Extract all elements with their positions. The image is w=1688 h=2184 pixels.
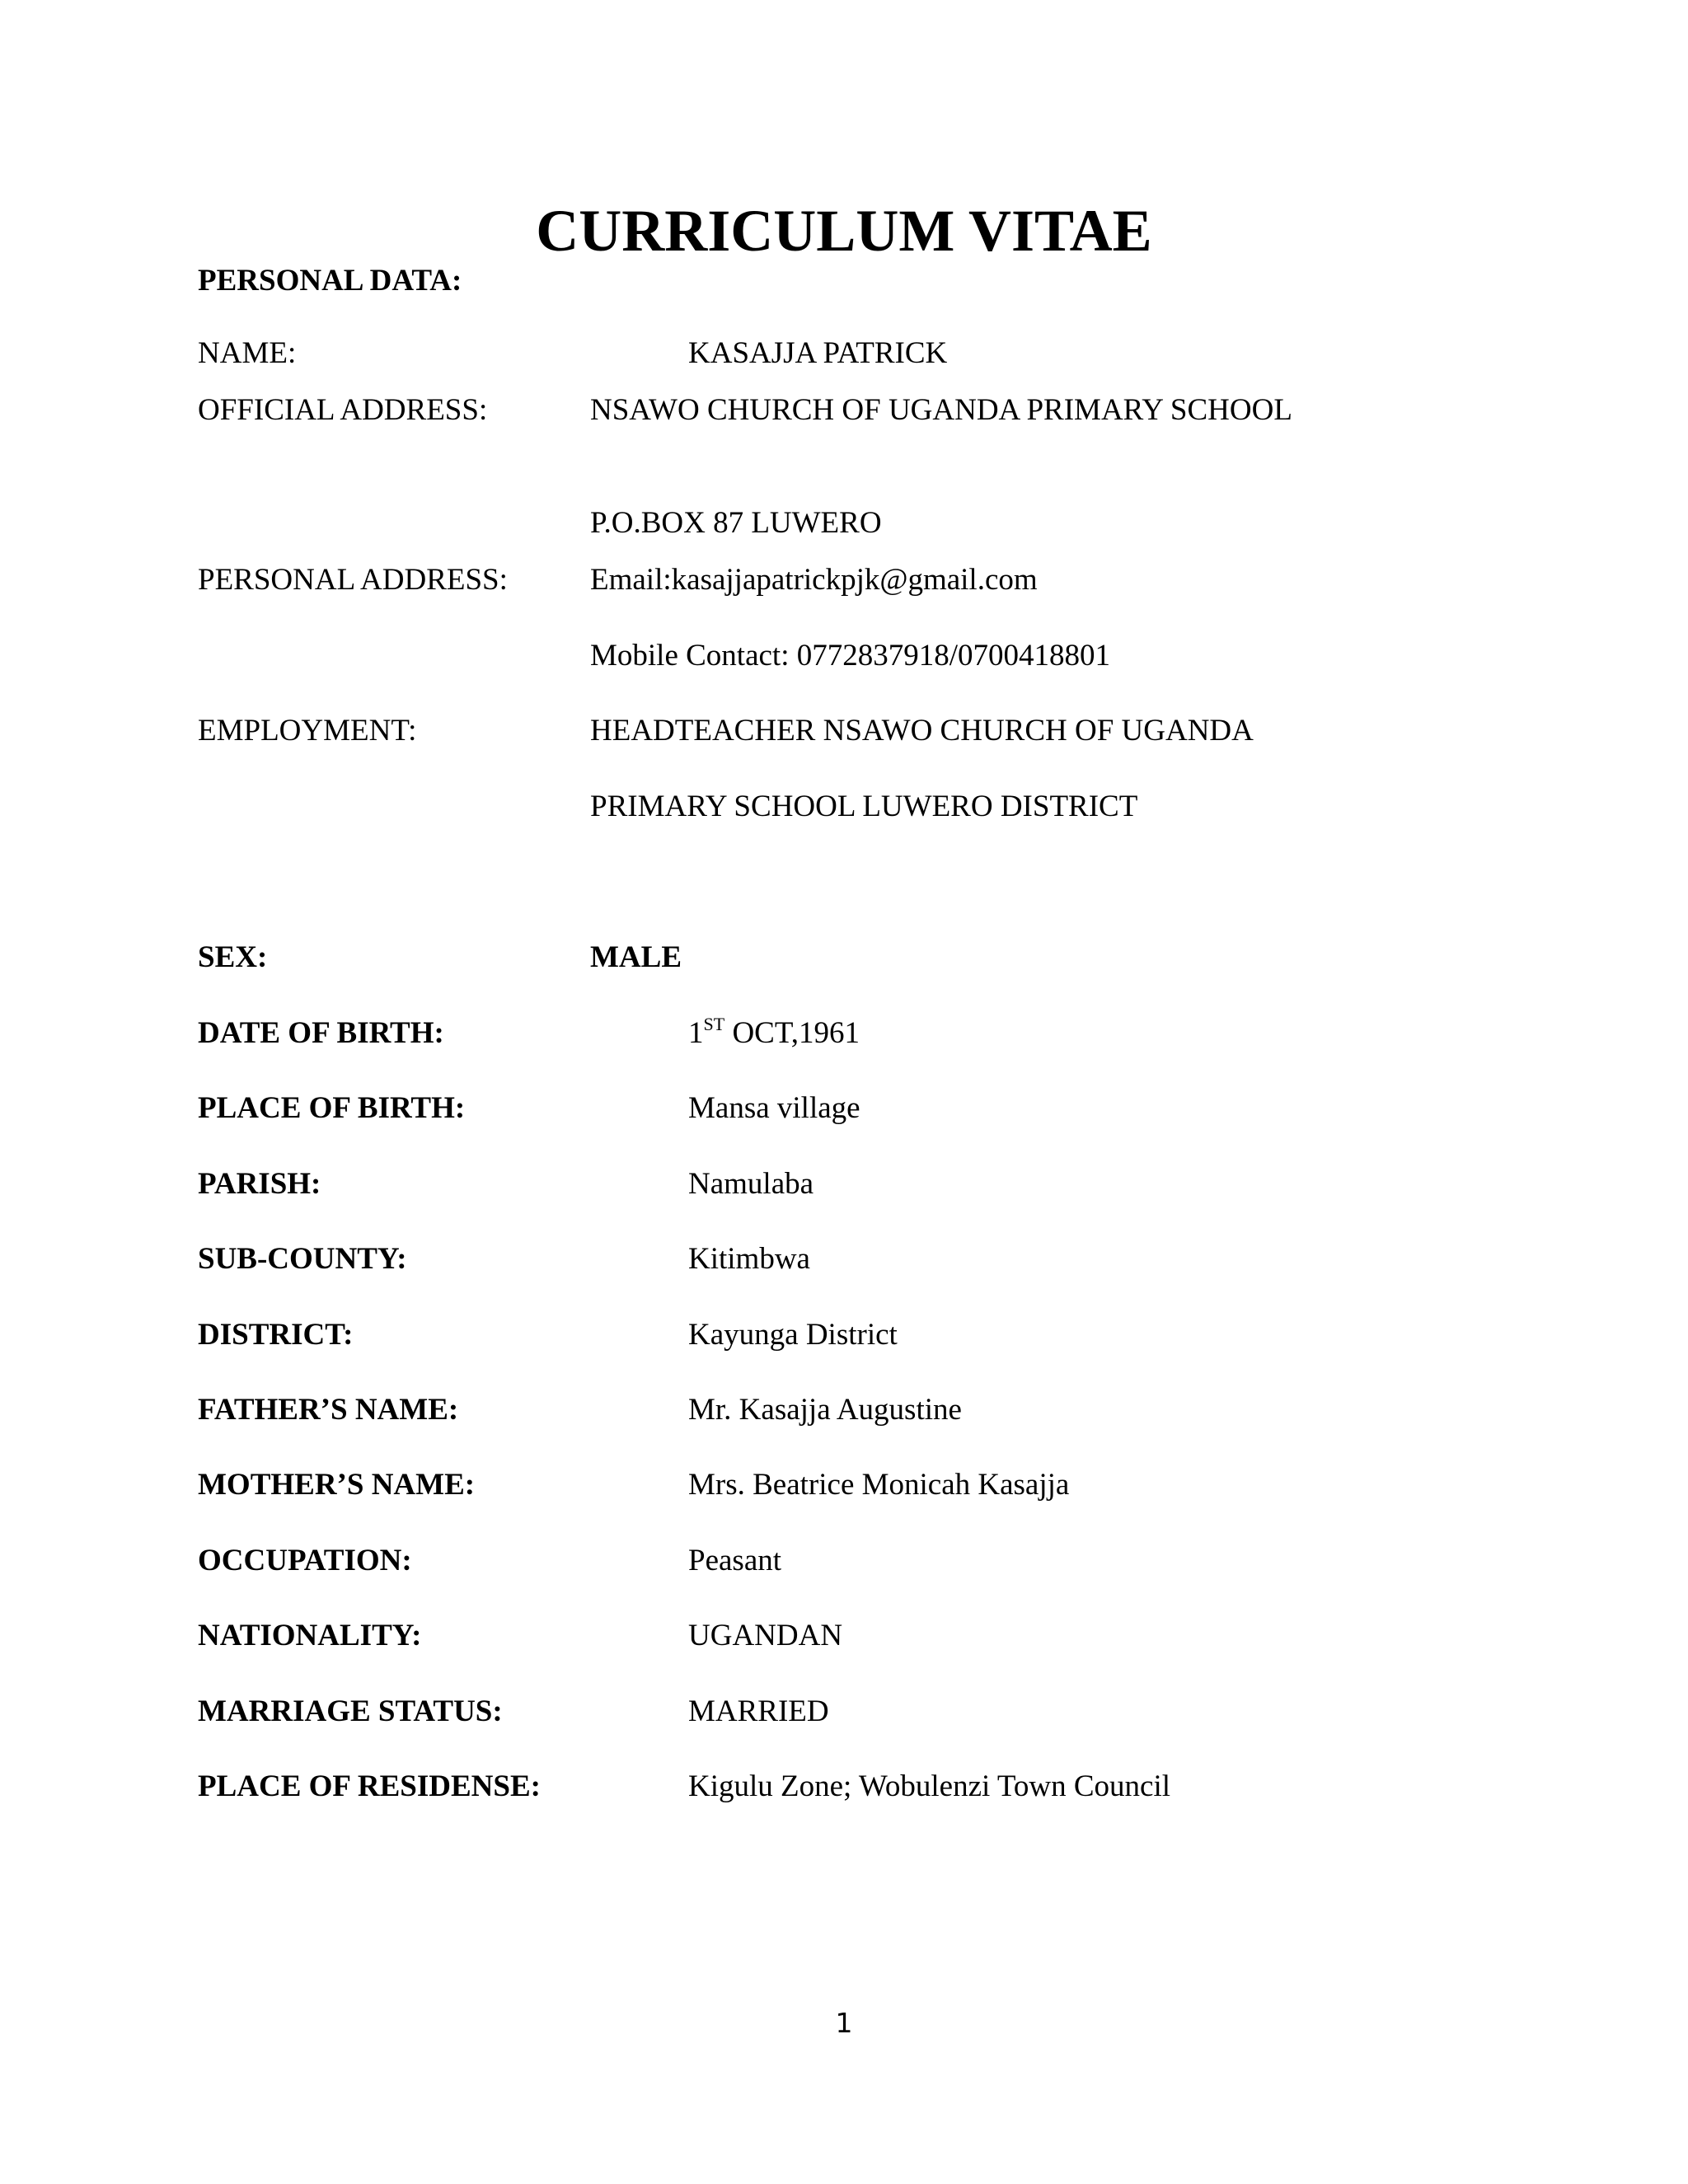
personal-address-email: Email:kasajjapatrickpjk@gmail.com — [590, 563, 1038, 597]
official-address-line1: NSAWO CHURCH OF UGANDA PRIMARY SCHOOL — [590, 393, 1292, 427]
employment-line1: HEADTEACHER NSAWO CHURCH OF UGANDA — [590, 714, 1254, 748]
sex-label: SEX: — [198, 940, 268, 974]
sex-value: MALE — [590, 940, 682, 974]
dob-suffix: ST — [703, 1014, 725, 1034]
personal-data-heading: PERSONAL DATA: — [198, 264, 462, 298]
detail-label-sub-county: SUB-COUNTY: — [198, 1242, 407, 1276]
dob-label: DATE OF BIRTH: — [198, 1016, 444, 1050]
detail-label-place-of-residense: PLACE OF RESIDENSE: — [198, 1769, 541, 1803]
detail-value-occupation: Peasant — [688, 1544, 782, 1577]
name-label: NAME: — [198, 336, 297, 370]
personal-address-label: PERSONAL ADDRESS: — [198, 563, 508, 597]
detail-label-nationality: NATIONALITY: — [198, 1619, 422, 1652]
detail-value-sub-county: Kitimbwa — [688, 1242, 810, 1276]
detail-value-parish: Namulaba — [688, 1167, 814, 1201]
dob-value — [688, 1014, 860, 1050]
detail-label-occupation: OCCUPATION: — [198, 1544, 412, 1577]
detail-label-marriage-status: MARRIAGE STATUS: — [198, 1694, 503, 1728]
employment-line2: PRIMARY SCHOOL LUWERO DISTRICT — [590, 790, 1138, 823]
detail-label-fathers-name: FATHER’S NAME: — [198, 1393, 459, 1427]
document-title: CURRICULUM VITAE — [536, 198, 1152, 264]
name-value: KASAJJA PATRICK — [688, 336, 948, 370]
dob-rest: OCT,1961 — [724, 1016, 860, 1050]
detail-value-marriage-status: MARRIED — [688, 1694, 829, 1728]
detail-value-place-of-birth: Mansa village — [688, 1091, 860, 1125]
detail-label-parish: PARISH: — [198, 1167, 321, 1201]
personal-address-mobile: Mobile Contact: 0772837918/0700418801 — [590, 639, 1111, 673]
detail-value-fathers-name: Mr. Kasajja Augustine — [688, 1393, 962, 1427]
detail-label-mothers-name: MOTHER’S NAME: — [198, 1468, 476, 1502]
official-address-line2: P.O.BOX 87 LUWERO — [590, 506, 882, 540]
detail-value-nationality: UGANDAN — [688, 1619, 843, 1652]
detail-value-place-of-residense: Kigulu Zone; Wobulenzi Town Council — [688, 1769, 1171, 1803]
detail-value-mothers-name: Mrs. Beatrice Monicah Kasajja — [688, 1468, 1070, 1502]
detail-label-place-of-birth: PLACE OF BIRTH: — [198, 1091, 466, 1125]
detail-label-district: DISTRICT: — [198, 1318, 354, 1352]
official-address-label: OFFICIAL ADDRESS: — [198, 393, 488, 427]
page-number: 1 — [835, 2007, 853, 2039]
dob-day: 1 — [688, 1016, 704, 1050]
employment-label: EMPLOYMENT: — [198, 714, 417, 748]
detail-value-district: Kayunga District — [688, 1318, 898, 1352]
